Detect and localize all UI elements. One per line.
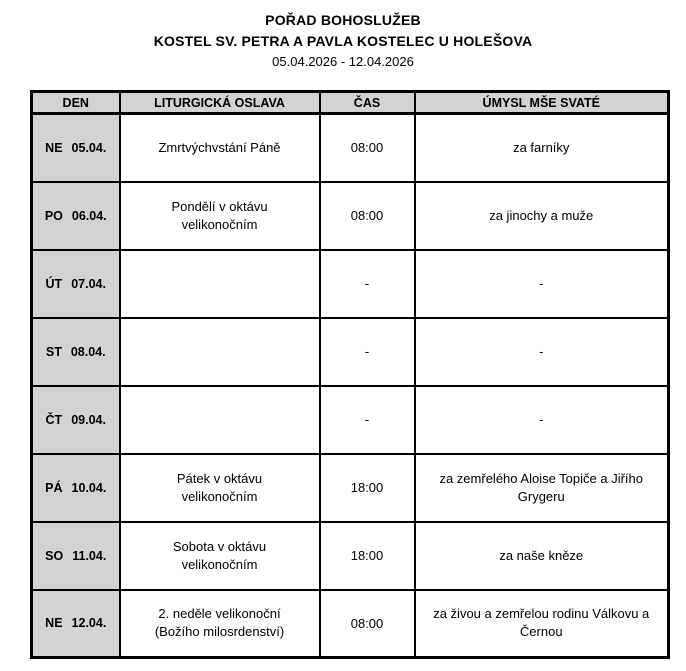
intention-cell: za naše kněze (415, 522, 669, 590)
col-header-intention: ÚMYSL MŠE SVATÉ (415, 92, 669, 114)
intention-cell: za zemřelého Aloise Topiče a Jiřího Grygeru (415, 454, 669, 522)
time-cell: - (320, 386, 415, 454)
day-cell (32, 522, 120, 590)
day-cell (32, 590, 120, 658)
table-row (32, 182, 669, 250)
intention-cell: za živou a zemřelou rodinu Válkovu a Černou (415, 590, 669, 658)
celebration-cell (120, 250, 320, 318)
celebration-cell: Pondělí v oktávu velikonočním (120, 182, 320, 250)
day-abbrev: PÁ (45, 480, 63, 495)
day-date: 12.04. (71, 616, 107, 631)
intention-cell: - (415, 318, 669, 386)
celebration-cell: Zmrtvýchvstání Páně (120, 114, 320, 182)
table-row (32, 454, 669, 522)
table-row (32, 522, 669, 590)
celebration-cell: 2. neděle velikonoční (Božího milosrdenství) (120, 590, 320, 658)
time-cell: 08:00 (320, 114, 415, 182)
celebration-cell (120, 386, 320, 454)
day-date: 06.04. (71, 208, 107, 223)
day-date: 08.04. (70, 344, 106, 359)
date-range: 05.04.2026 - 12.04.2026 (272, 54, 414, 69)
col-header-day: DEN (32, 92, 120, 114)
time-cell: 08:00 (320, 182, 415, 250)
time-cell: - (320, 250, 415, 318)
time-cell: 08:00 (320, 590, 415, 658)
intention-cell: za farníky (415, 114, 669, 182)
day-cell (32, 318, 120, 386)
day-cell (32, 250, 120, 318)
table-row (32, 590, 669, 658)
intention-cell: za jinochy a muže (415, 182, 669, 250)
table-row (32, 250, 669, 318)
table-row (32, 386, 669, 454)
page-title: POŘAD BOHOSLUŽEB (265, 12, 421, 28)
celebration-cell: Sobota v oktávu velikonočním (120, 522, 320, 590)
day-cell (32, 386, 120, 454)
day-cell (32, 182, 120, 250)
day-abbrev: NE (45, 616, 63, 631)
intention-cell: - (415, 386, 669, 454)
day-date: 05.04. (71, 140, 107, 155)
table-row (32, 318, 669, 386)
day-cell (32, 454, 120, 522)
time-cell: 18:00 (320, 454, 415, 522)
intention-cell: - (415, 250, 669, 318)
day-date: 09.04. (71, 412, 106, 427)
church-name: KOSTEL SV. PETRA A PAVLA KOSTELEC U HOLEŠOVA (153, 33, 533, 49)
celebration-cell: Pátek v oktávu velikonočním (120, 454, 320, 522)
day-abbrev: PO (44, 208, 63, 223)
day-abbrev: SO (45, 548, 64, 563)
col-header-celebration: LITURGICKÁ OSLAVA (120, 92, 320, 114)
table-row (32, 114, 669, 182)
day-date: 11.04. (72, 548, 107, 563)
document-header (0, 0, 686, 72)
mass-schedule-table (30, 90, 670, 659)
day-date: 10.04. (71, 480, 107, 495)
time-cell: 18:00 (320, 522, 415, 590)
day-cell (32, 114, 120, 182)
day-abbrev: ST (45, 344, 62, 359)
col-header-time: ČAS (320, 92, 415, 114)
day-abbrev: NE (45, 140, 63, 155)
day-abbrev: ÚT (45, 276, 63, 291)
day-abbrev: ČT (45, 412, 63, 427)
celebration-cell (120, 318, 320, 386)
table-header-row (32, 92, 669, 114)
time-cell: - (320, 318, 415, 386)
day-date: 07.04. (71, 276, 106, 291)
